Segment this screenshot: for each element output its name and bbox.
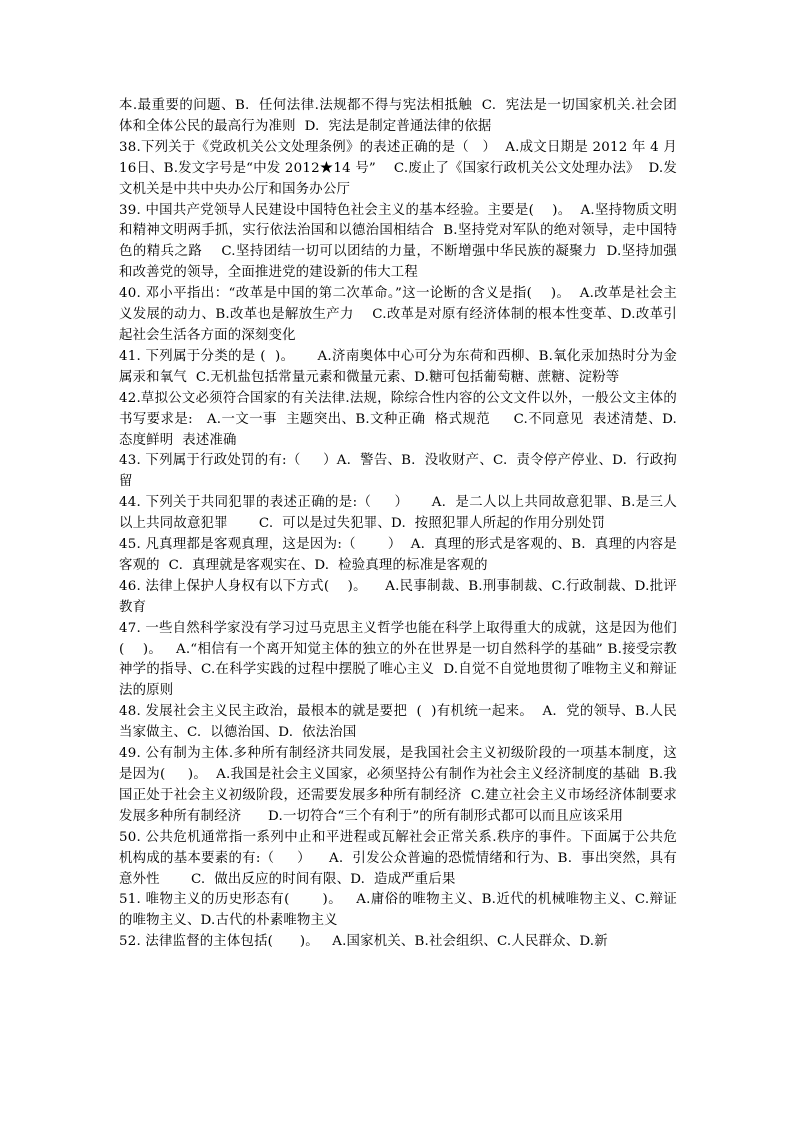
document-body bbox=[119, 96, 677, 953]
question-52: 52. 法律监督的主体包括( )。 A.国家机关、B.社会组织、C.人民群众、D.新 bbox=[119, 934, 608, 950]
question-48: 48. 发展社会主义民主政治，最根本的就是要把 ( )有机统一起来。 A. 党的领导、B.人民当家做主、C. 以德治国、D. 依法治国 bbox=[119, 704, 677, 741]
question-45: 45. 凡真理都是客观真理，这是因为:（ ） A. 真理的形式是客观的、B. 真理的内容是客观的 C. 真理就是客观实在、D. 检验真理的标准是客观的 bbox=[119, 537, 677, 573]
question-42: 42.草拟公文必须符合国家的有关法律.法规，除综合性内容的公文文件以外，一般公文主体的书写要求是: A.一文一事 主题突出、B.文种正确 格式规范 C.不同意见 表述清楚、D.态度鲜明 表述准确 bbox=[119, 390, 677, 448]
question-41: 41. 下列属于分类的是 ( )。 A.济南奥体中心可分为东荷和西柳、B.氧化汞加热时分为金属汞和氧气 C.无机盐包括常量元素和微量元素、D.糖可包括葡萄糖、蔗糖、淀粉等 bbox=[119, 348, 677, 385]
question-43: 43. 下列属于行政处罚的有:（ ）A. 警告、B. 没收财产、C. 责令停产停业、D. 行政拘留 bbox=[119, 453, 677, 490]
question-44: 44. 下列关于共同犯罪的表述正确的是:（ ） A. 是二人以上共同故意犯罪、B.是三人以上共同故意犯罪 C. 可以是过失犯罪、D. 按照犯罪人所起的作用分别处罚 bbox=[119, 495, 677, 532]
question-50: 50. 公共危机通常指一系列中止和平进程或瓦解社会正常关系.秩序的事件。下面属于公共危机构成的基本要素的有:（ ） A. 引发公众普遍的恐慌情绪和行为、B. 事出突然，具有意外性 C. 做出反应的时间有限、D. 造成严重后果 bbox=[119, 829, 677, 887]
question-51: 51. 唯物主义的历史形态有( )。 A.庸俗的唯物主义、B.近代的机械唯物主义、C.辩证的唯物主义、D.古代的朴素唯物主义 bbox=[119, 892, 677, 929]
question-47: 47. 一些自然科学家没有学习过马克思主义哲学也能在科学上取得重大的成就，这是因为他们( )。 A.“相信有一个离开知觉主体的独立的外在世界是一切自然科学的基础” B.接受宗教神学的指导、C.在科学实践的过程中摆脱了唯心主义 D.自觉不自觉地贯彻了唯物主义和辩证法的原则 bbox=[119, 620, 677, 699]
question-39: 39. 中国共产党领导人民建设中国特色社会主义的基本经验。主要是( )。 A.坚持物质文明和精神文明两手抓，实行依法治国和以德治国相结合 B.坚持党对军队的绝对领导，走中国特色的精兵之路 C.坚持团结一切可以团结的力量，不断增强中华民族的凝聚力 D.坚持加强和改善党的领导，全面推进党的建设新的伟大工程 bbox=[119, 202, 677, 281]
question-46: 46. 法律上保护人身权有以下方式( )。 A.民事制裁、B.刑事制裁、C.行政制裁、D.批评教育 bbox=[119, 578, 677, 615]
question-40: 40. 邓小平指出：“改革是中国的第二次革命。”这一论断的含义是指( )。 A.改革是社会主义发展的动力、B.改革也是解放生产力 C.改革是对原有经济体制的根本性变革、D.改革引起社会生活各方面的深刻变化 bbox=[119, 286, 677, 343]
question-fragment-37: 本.最重要的问题、B. 任何法律.法规都不得与宪法相抵触 C. 宪法是一切国家机关.社会团体和全体公民的最高行为准则 D. 宪法是制定普通法律的依据 bbox=[119, 98, 677, 134]
question-38: 38.下列关于《党政机关公文处理条例》的表述正确的是（ ） A.成文日期是 2012 年 4 月16日、B.发文字号是“中发 2012★14 号” C.废止了《国家行政机关公文处理办法》 D.发文机关是中共中央办公厅和国务办公厅 bbox=[119, 139, 677, 197]
question-49: 49. 公有制为主体.多种所有制经济共同发展，是我国社会主义初级阶段的一项基本制度，这是因为( )。 A.我国是社会主义国家，必须坚持公有制作为社会主义经济制度的基础 B.我国正处于社会主义初级阶段，还需要发展多种所有制经济 C.建立社会主义市场经济体制要求发展多种所有制经济 D.一切符合“三个有利于”的所有制形式都可以而且应该采用 bbox=[119, 746, 677, 824]
